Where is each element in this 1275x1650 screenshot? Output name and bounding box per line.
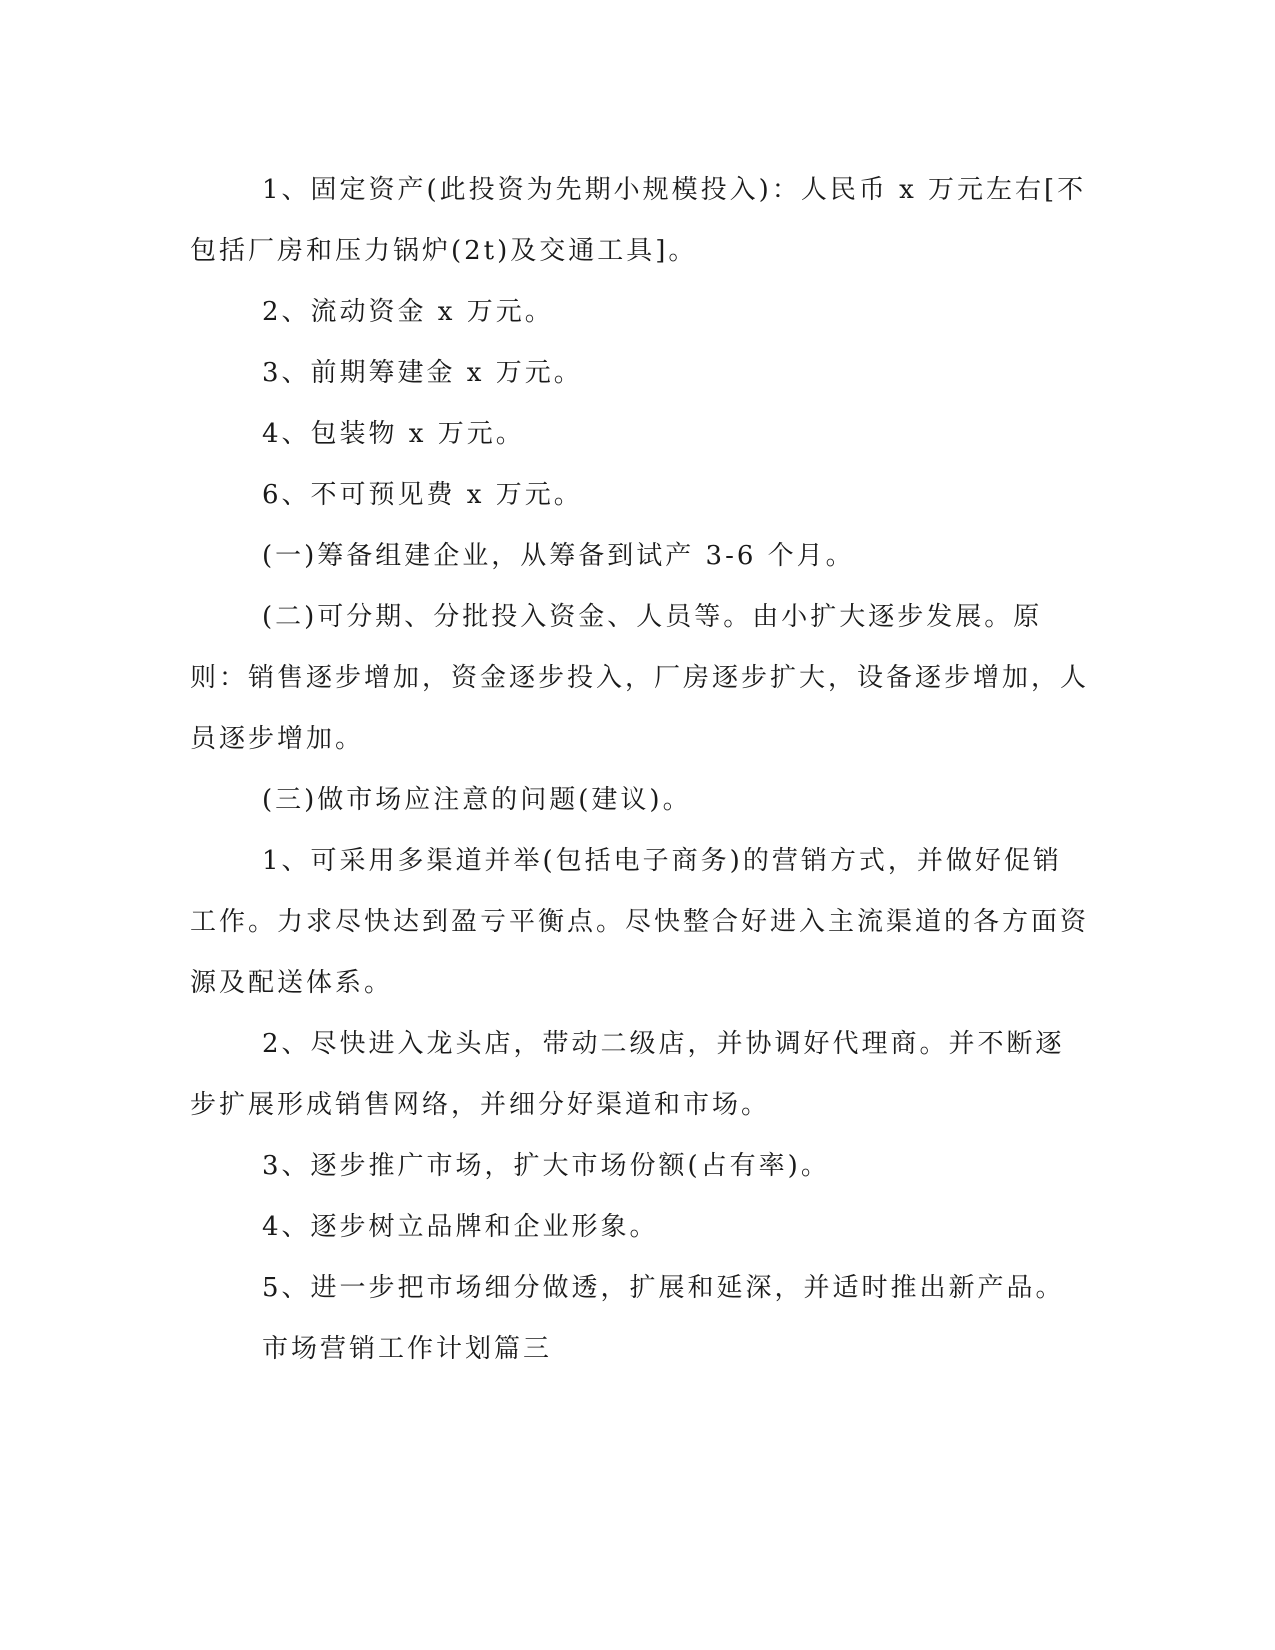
paragraph-section-three: (三)做市场应注意的问题(建议)。 bbox=[262, 785, 692, 815]
paragraph-brand-image: 4、逐步树立品牌和企业形象。 bbox=[262, 1212, 659, 1242]
paragraph-fixed-assets: 1、固定资产(此投资为先期小规模投入)：人民币 x 万元左右[不包括厂房和压力锅炉(2t)及交通工具]。 bbox=[190, 175, 1087, 266]
paragraph-packaging: 4、包装物 x 万元。 bbox=[262, 419, 525, 449]
paragraph-market-share: 3、逐步推广市场，扩大市场份额(占有率)。 bbox=[262, 1151, 830, 1181]
paragraph-working-capital: 2、流动资金 x 万元。 bbox=[262, 297, 554, 327]
paragraph-new-products: 5、进一步把市场细分做透，扩展和延深，并适时推出新产品。 bbox=[262, 1273, 1065, 1303]
section-heading: 市场营销工作计划篇三 bbox=[262, 1334, 553, 1364]
paragraph-section-one: (一)筹备组建企业，从筹备到试产 3-6 个月。 bbox=[262, 541, 855, 571]
paragraph-section-two: (二)可分期、分批投入资金、人员等。由小扩大逐步发展。原则：销售逐步增加，资金逐步投入，厂房逐步扩大，设备逐步增加，人员逐步增加。 bbox=[190, 602, 1090, 754]
paragraph-flagship-stores: 2、尽快进入龙头店，带动二级店，并协调好代理商。并不断逐步扩展形成销售网络，并细分好渠道和市场。 bbox=[190, 1029, 1065, 1120]
paragraph-multi-channel: 1、可采用多渠道并举(包括电子商务)的营销方式，并做好促销工作。力求尽快达到盈亏平衡点。尽快整合好进入主流渠道的各方面资源及配送体系。 bbox=[190, 846, 1090, 998]
paragraph-preparation-fund: 3、前期筹建金 x 万元。 bbox=[262, 358, 583, 388]
document-body bbox=[190, 160, 1090, 1380]
paragraph-contingency: 6、不可预见费 x 万元。 bbox=[262, 480, 583, 510]
